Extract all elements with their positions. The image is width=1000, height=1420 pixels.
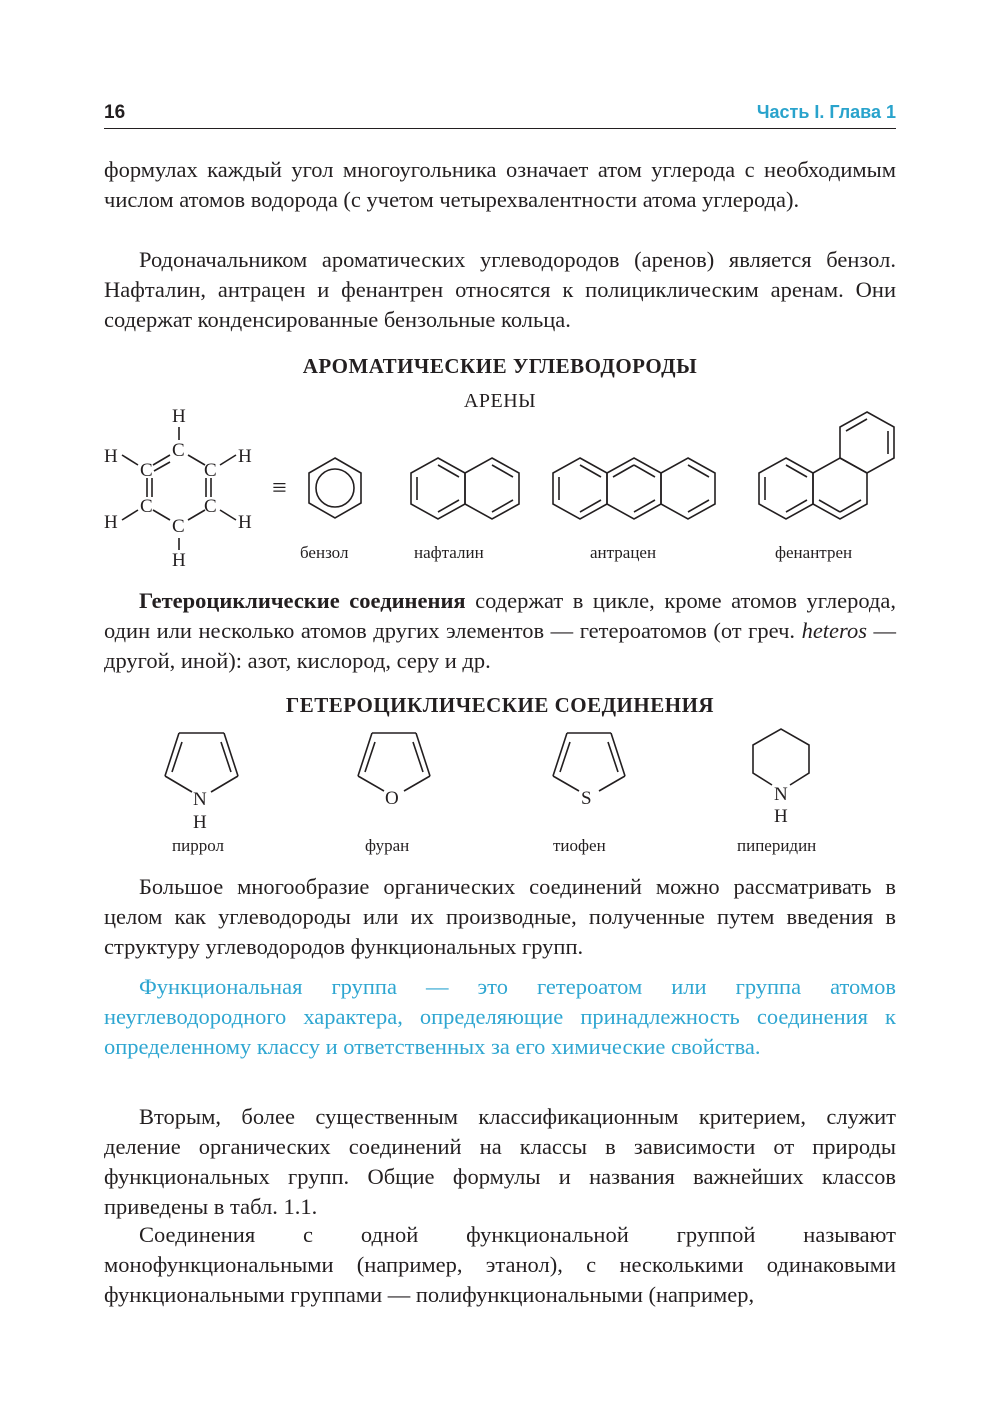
- atom-h-top: H: [172, 406, 186, 427]
- definition-functional-group: Функциональная группа — это гетероатом или группа атомов неуглеводородного характера, определяющие принадлежность соединения к определенному классу и ответственных за его химические свойства.: [104, 974, 896, 1059]
- atom-c-5: C: [204, 496, 217, 517]
- running-title: Часть I. Глава 1: [756, 102, 896, 122]
- atom-c-3: C: [204, 460, 217, 481]
- atom-h-right-top: H: [238, 446, 252, 467]
- piperidine-n-atom: N: [774, 784, 788, 805]
- furan-o-atom: O: [385, 788, 399, 809]
- label-thiophene: тиофен: [553, 836, 606, 855]
- paragraph-1: формулах каждый угол многоугольника означает атом углерода с необходимым числом атомов водорода (с учетом четырехвалентности атома углерода).: [104, 157, 896, 212]
- label-naphthalene: нафталин: [414, 543, 484, 562]
- thiophene-structure: [553, 733, 625, 809]
- paragraph-3-text-a: содержат в цикле, кроме атомов углерода, один или несколько атомов других элементов — гетероатомов (от греч.: [104, 588, 896, 643]
- paragraph-5: Вторым, более существенным классификационным критерием, служит деление органических соединений на классы в зависимости от природы функциональных групп. Общие формулы и названия важнейших классов приведены в табл. 1.1.: [104, 1104, 896, 1219]
- piperidine-structure: [753, 729, 809, 827]
- label-pyrrole: пиррол: [172, 836, 224, 855]
- label-benzene: бензол: [300, 543, 349, 562]
- atom-c-6: C: [172, 516, 185, 537]
- term-heteros: heteros: [801, 618, 867, 643]
- page-number: 16: [104, 102, 126, 123]
- furan-structure: [358, 733, 430, 809]
- atom-h-left-top: H: [104, 446, 118, 467]
- anthracene-structure: [553, 458, 715, 519]
- equivalence-sign: ≡: [272, 473, 287, 502]
- atom-h-bottom: H: [172, 550, 186, 571]
- pyrrole-n-atom: N: [193, 789, 207, 810]
- label-anthracene: антрацен: [590, 543, 657, 562]
- benzene-structure: [309, 458, 361, 518]
- benzene-kekule-structure: [104, 406, 252, 571]
- pyrrole-h-atom: H: [193, 812, 207, 833]
- paragraph-4: Большое многообразие органических соединений можно рассматривать в целом как углеводороды или их производные, полученные путем введения в структуру углеводородов функциональных групп.: [104, 874, 896, 959]
- atom-h-right-bottom: H: [238, 512, 252, 533]
- naphthalene-structure: [411, 458, 519, 519]
- paragraph-3-text-b: — другой, иной): азот, кислород, серу и др.: [104, 618, 897, 673]
- label-piperidine: пиперидин: [737, 836, 817, 855]
- atom-c-2: C: [140, 460, 153, 481]
- paragraph-2: Родоначальником ароматических углеводородов (аренов) является бензол. Нафталин, антрацен и фенантрен относятся к полициклическим аренам. Они содержат конденсированные бензольные кольца.: [104, 247, 896, 332]
- arenes-subheading: АРЕНЫ: [463, 390, 537, 412]
- aromatic-heading: АРОМАТИЧЕСКИЕ УГЛЕВОДОРОДЫ: [302, 354, 698, 378]
- label-phenanthrene: фенантрен: [775, 543, 853, 562]
- label-furan: фуран: [365, 836, 410, 855]
- thiophene-s-atom: S: [581, 788, 592, 809]
- atom-c-1: C: [172, 440, 185, 461]
- term-heterocyclic: Гетероциклические соединения: [139, 588, 466, 613]
- paragraph-3: [104, 586, 896, 676]
- piperidine-h-atom: H: [774, 806, 788, 827]
- pyrrole-structure: [165, 733, 238, 833]
- paragraph-6: Соединения с одной функциональной группой называют монофункциональными (например, этанол), с несколькими одинаковыми функциональными группами — полифункциональными (например,: [104, 1222, 896, 1307]
- atom-c-4: C: [140, 496, 153, 517]
- atom-h-left-bottom: H: [104, 512, 118, 533]
- heterocyclic-heading: ГЕТЕРОЦИКЛИЧЕСКИЕ СОЕДИНЕНИЯ: [285, 693, 715, 717]
- phenanthrene-structure: [759, 412, 894, 519]
